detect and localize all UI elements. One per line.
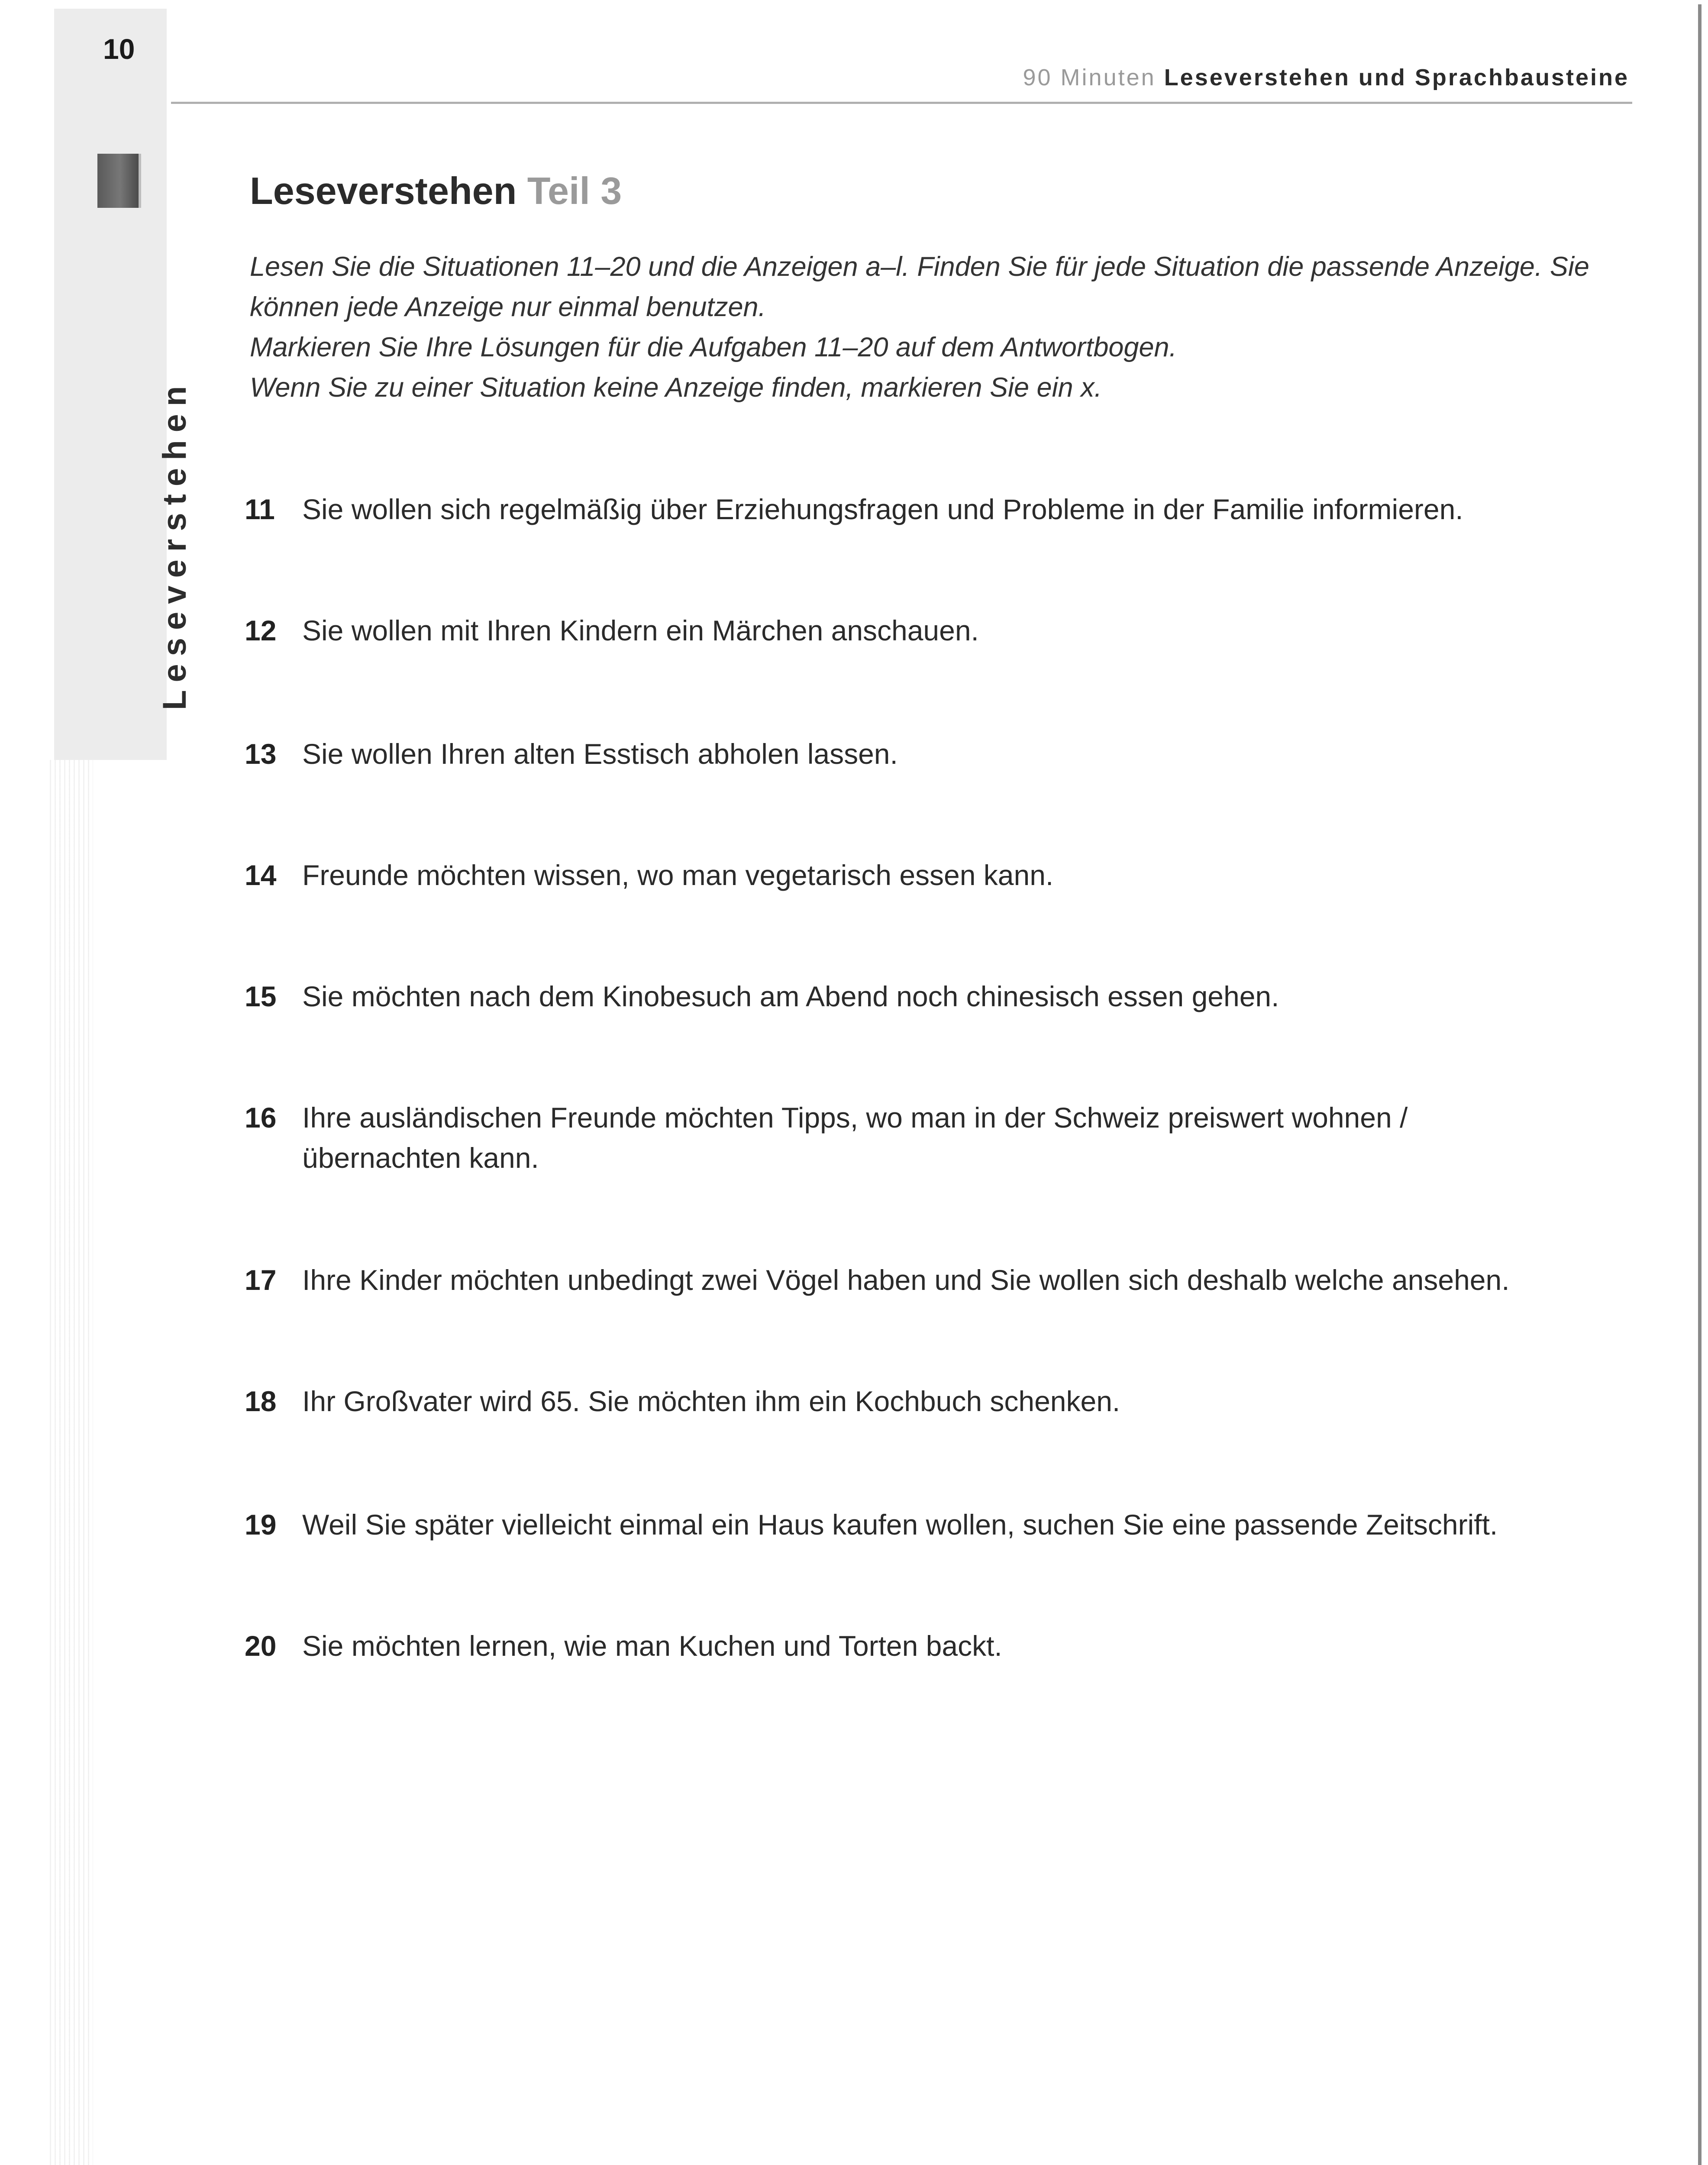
task-text: Weil Sie später vielleicht einmal ein Haus kaufen wollen, suchen Sie eine passende Zeitschrift. (302, 1509, 1498, 1541)
task-number: 19 (245, 1509, 277, 1541)
side-tab (54, 9, 167, 760)
task-item (245, 976, 1652, 1017)
task-text: Ihre ausländischen Freunde möchten Tipps, wo man in der Schweiz preiswert wohnen / übernachten kann. (302, 1102, 1408, 1174)
page-edge-lines (50, 760, 93, 2165)
task-number: 11 (245, 493, 275, 525)
task-text: Freunde möchten wissen, wo man vegetarisch essen kann. (302, 859, 1054, 891)
task-item (245, 611, 1652, 651)
instructions (250, 247, 1635, 408)
title-main: Leseverstehen (250, 169, 517, 212)
task-item (245, 855, 1652, 895)
task-item (245, 734, 1652, 774)
task-number: 18 (245, 1385, 277, 1417)
title-sub: Teil 3 (527, 169, 622, 212)
page-title (250, 169, 622, 213)
task-item (245, 1381, 1652, 1422)
task-number: 12 (245, 614, 277, 646)
task-text: Sie wollen mit Ihren Kindern ein Märchen anschauen. (302, 614, 979, 646)
task-item (245, 1098, 1479, 1178)
section-label: Leseverstehen (156, 378, 193, 710)
task-number: 14 (245, 859, 277, 891)
task-text: Ihre Kinder möchten unbedingt zwei Vögel haben und Sie wollen sich deshalb welche ansehen. (302, 1264, 1510, 1296)
instruction-line: Markieren Sie Ihre Lösungen für die Aufgaben 11–20 auf dem Antwortbogen. (250, 332, 1177, 362)
page-number: 10 (103, 33, 135, 65)
task-text: Ihr Großvater wird 65. Sie möchten ihm ein Kochbuch schenken. (302, 1385, 1120, 1417)
header-time: 90 Minuten (1023, 65, 1156, 90)
task-number: 16 (245, 1102, 277, 1134)
task-number: 13 (245, 738, 277, 770)
task-number: 15 (245, 980, 277, 1012)
running-header (1023, 64, 1629, 91)
task-number: 17 (245, 1264, 277, 1296)
header-rule (171, 102, 1632, 104)
task-text: Sie möchten nach dem Kinobesuch am Abend noch chinesisch essen gehen. (302, 980, 1279, 1012)
header-title: Leseverstehen und Sprachbausteine (1164, 65, 1629, 90)
section-tab-marker (97, 154, 141, 208)
task-text: Sie wollen sich regelmäßig über Erziehungsfragen und Probleme in der Familie informieren. (302, 493, 1463, 525)
task-text: Sie möchten lernen, wie man Kuchen und Torten backt. (302, 1630, 1002, 1662)
task-item (245, 489, 1652, 530)
task-item (245, 1626, 1652, 1666)
instruction-line: Wenn Sie zu einer Situation keine Anzeige finden, markieren Sie ein x. (250, 372, 1102, 403)
task-item (245, 1260, 1652, 1300)
task-item (245, 1505, 1652, 1545)
instruction-line: Lesen Sie die Situationen 11–20 und die Anzeigen a–l. Finden Sie für jede Situation die passende Anzeige. Sie können jede Anzeige nur einmal benutzen. (250, 252, 1589, 322)
task-text: Sie wollen Ihren alten Esstisch abholen lassen. (302, 738, 898, 770)
task-number: 20 (245, 1630, 277, 1662)
